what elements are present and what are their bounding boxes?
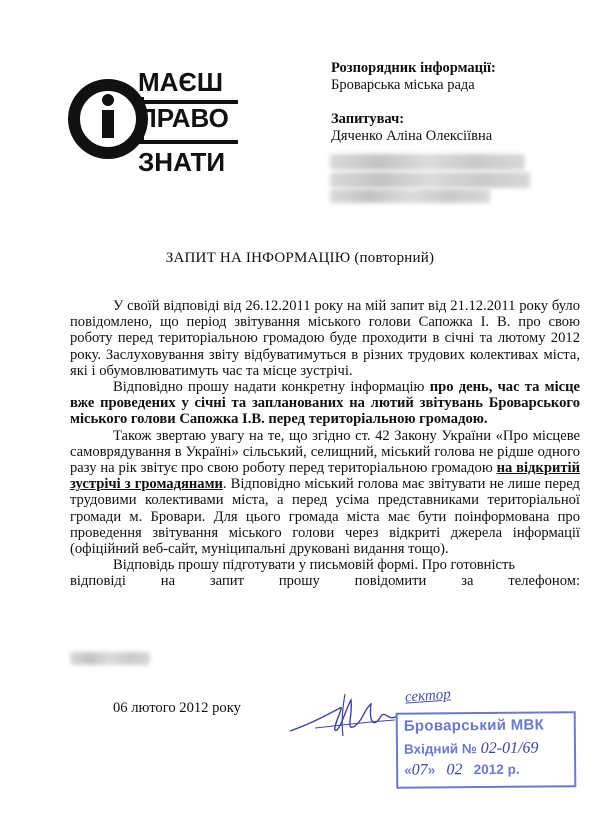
stamp-incoming-label: Вхідний №: [403, 741, 478, 757]
paragraph-3-text: Також звертаю увагу на те, що згідно ст. 42 Закону України «Про місцеве самоврядування в Україні» сільський, селищний, міський голова не рідше одного разу на рік звітує про свою роботу перед територіальною громадою: [70, 427, 580, 477]
stamp-date-day: 07: [411, 761, 428, 779]
logo: [68, 64, 248, 177]
paragraph-2-text: Відповідно прошу надати конкретну інформацію: [113, 379, 430, 396]
paragraph-2: [70, 379, 580, 428]
document-date: 06 лютого 2012 року: [113, 700, 241, 716]
stamp-date-month: 02: [446, 761, 463, 779]
paragraph-3: [70, 428, 580, 558]
stamp-incoming: [404, 740, 539, 759]
requester-value: Дяченко Аліна Олексіївна: [331, 128, 493, 144]
document-body: [70, 298, 580, 590]
stamp-date-suffix: р.: [507, 761, 520, 777]
addressee-block: [331, 60, 581, 145]
stamp-date: [404, 760, 569, 779]
paragraph-1: У своїй відповіді від 26.12.2011 року на мій запит від 21.12.2011 року було повідомлено, що період звітування міського голови Сапожка І. В. про свою роботу перед територіальною громадою буде проходити в січні та лютому 2012 року. Заслуховування звіту відбуватимуться в різних трудових колективах міста, які і обумовлюватимуть час та місце зустрічі.: [70, 298, 580, 379]
stamp-incoming-number: 02-01/69: [480, 739, 539, 758]
paragraph-2-bold: про день, час та місце вже проведених у січні та запланованих на лютий звітувань Броварського міського голови Сапожка І.В. перед територіальною громадою.: [70, 379, 581, 428]
logo-line-3: ЗНАТИ: [138, 147, 226, 177]
paragraph-4-line-2: відповіді на запит прошу повідомити за телефоном:: [70, 573, 580, 590]
redacted-address: [330, 172, 530, 188]
logo-line-1: МАЄШ: [138, 67, 224, 97]
holder-label: Розпорядник інформації:: [331, 60, 496, 76]
stamp-date-year: 2012: [473, 761, 504, 778]
redacted-phone: [70, 652, 150, 665]
redacted-address: [330, 154, 525, 170]
requester-label: Запитувач:: [331, 111, 405, 127]
stamp-org: Броварський МВК: [403, 716, 545, 735]
logo-text: [138, 64, 238, 180]
stamp-date-mid: »: [427, 762, 436, 778]
paragraph-3-end: . Відповідно міський голова має звітувати не лише перед трудовими колективами міста, а перед усіма представниками територіальної громади м. Бровари. Для цього громада міста має бути поінформована про проведення звітування міського голови через відкриті джерела інформації (офіційний веб-сайт, муніципальні друковані видання тощо).: [70, 476, 580, 558]
redacted-address: [330, 189, 490, 203]
stamp-date-prefix: «: [404, 762, 412, 778]
logo-line-2: ПРАВО: [138, 100, 238, 144]
paragraph-3-underlined: на відкритій зустрічі з громадянами: [70, 460, 580, 493]
document-title: ЗАПИТ НА ІНФОРМАЦІЮ (повторний): [165, 250, 435, 266]
holder-value: Броварська міська рада: [331, 77, 475, 93]
registration-stamp: [396, 711, 577, 789]
signature-icon: [285, 686, 405, 741]
handwritten-annotation: сектор: [404, 686, 452, 706]
paragraph-4-line-1: Відповідь прошу підготувати у письмовій формі. Про готовність: [113, 557, 516, 574]
